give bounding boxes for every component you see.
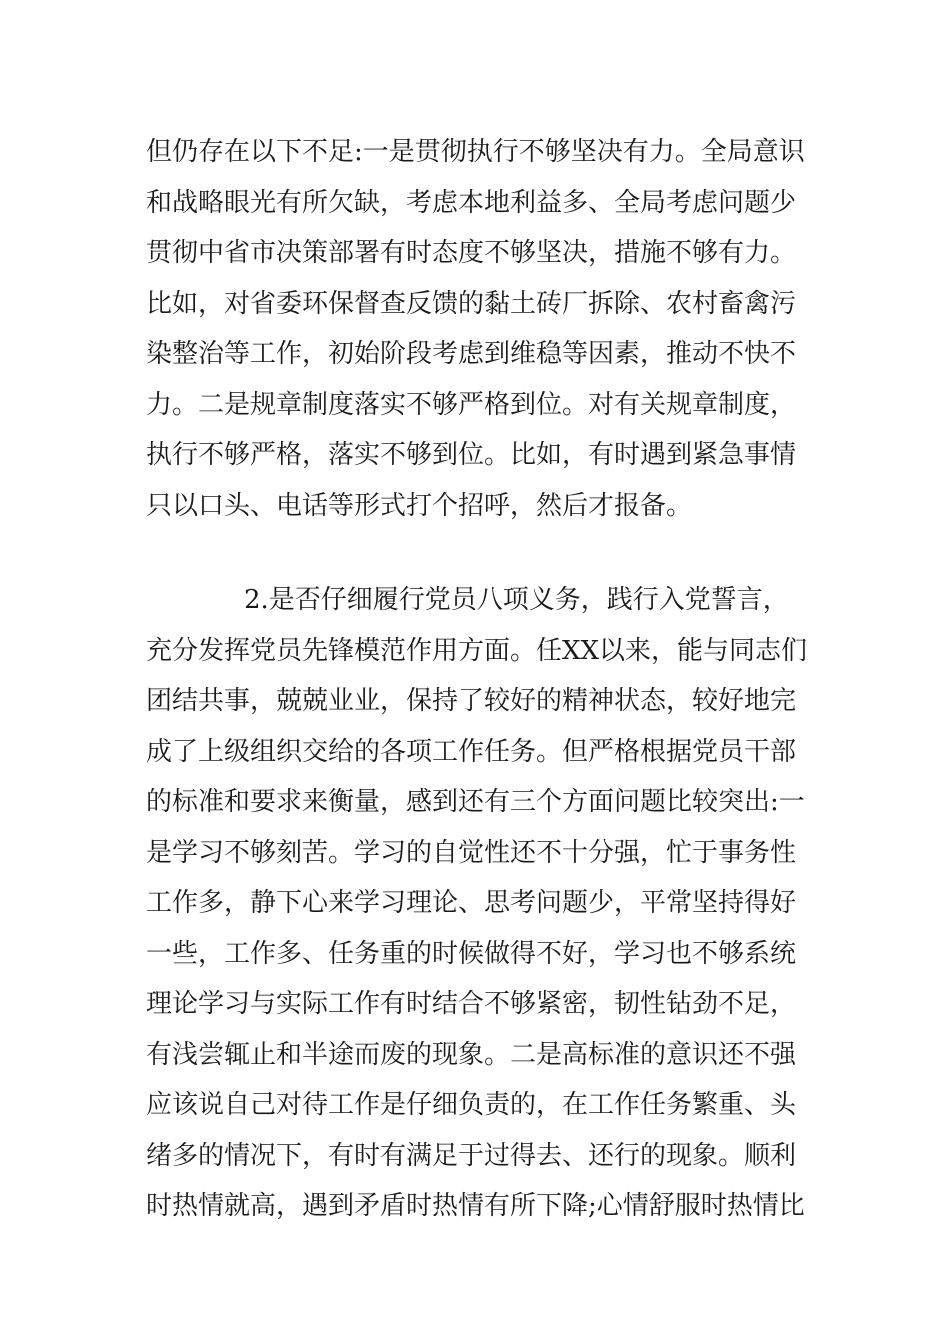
- text-line: 和战略眼光有所欠缺，考虑本地利益多、全局考虑问题少: [146, 187, 797, 218]
- text-line: 的标准和要求来衡量，感到还有三个方面问题比较突出:一: [146, 787, 805, 817]
- paragraph-party-member-duties: [146, 575, 826, 1232]
- text-line: 绪多的情况下，有时有满足于过得去、还行的现象。顺利: [146, 1140, 797, 1171]
- text-line: 贯彻中省市决策部署有时态度不够坚决，措施不够有力。: [146, 238, 797, 268]
- text-line: 时热情就高，遇到矛盾时热情有所下降;心情舒服时热情比: [146, 1191, 805, 1221]
- text-line: 染整治等工作，初始阶段考虑到维稳等因素，推动不快不: [146, 339, 797, 369]
- text-line: 团结共事，兢兢业业，保持了较好的精神状态，较好地完: [146, 686, 797, 716]
- paragraph-shortcomings: [146, 127, 826, 531]
- text-line: 应该说自己对待工作是仔细负责的，在工作任务繁重、头: [146, 1090, 797, 1120]
- text-line: 只以口头、电话等形式打个招呼，然后才报备。: [146, 490, 693, 521]
- text-line: 力。二是规章制度落实不够严格到位。对有关规章制度，: [146, 389, 797, 420]
- text-line: 有浅尝辄止和半途而废的现象。二是高标准的意识还不强: [146, 1039, 797, 1070]
- text-line: 一些，工作多、任务重的时候做得不好，学习也不够系统: [146, 938, 797, 969]
- text-line: 但仍存在以下不足:一是贯彻执行不够坚决有力。全局意识: [146, 137, 805, 167]
- text-line: 充分发挥党员先锋模范作用方面。任XX以来，能与同志们: [146, 635, 808, 666]
- text-line: 是学习不够刻苦。学习的自觉性还不十分强，忙于事务性: [146, 837, 797, 868]
- text-line: 成了上级组织交给的各项工作任务。但严格根据党员干部: [146, 736, 797, 767]
- text-line: 比如，对省委环保督查反馈的黏土砖厂拆除、农村畜禽污: [146, 288, 797, 319]
- text-line-indented: 2.是否仔细履行党员八项义务，践行入党誓言，: [244, 585, 789, 615]
- text-line: 执行不够严格，落实不够到位。比如，有时遇到紧急事情: [146, 440, 797, 470]
- text-line: 工作多，静下心来学习理论、思考问题少，平常坚持得好: [146, 888, 797, 918]
- text-line: 理论学习与实际工作有时结合不够紧密，韧性钻劲不足，: [146, 989, 797, 1019]
